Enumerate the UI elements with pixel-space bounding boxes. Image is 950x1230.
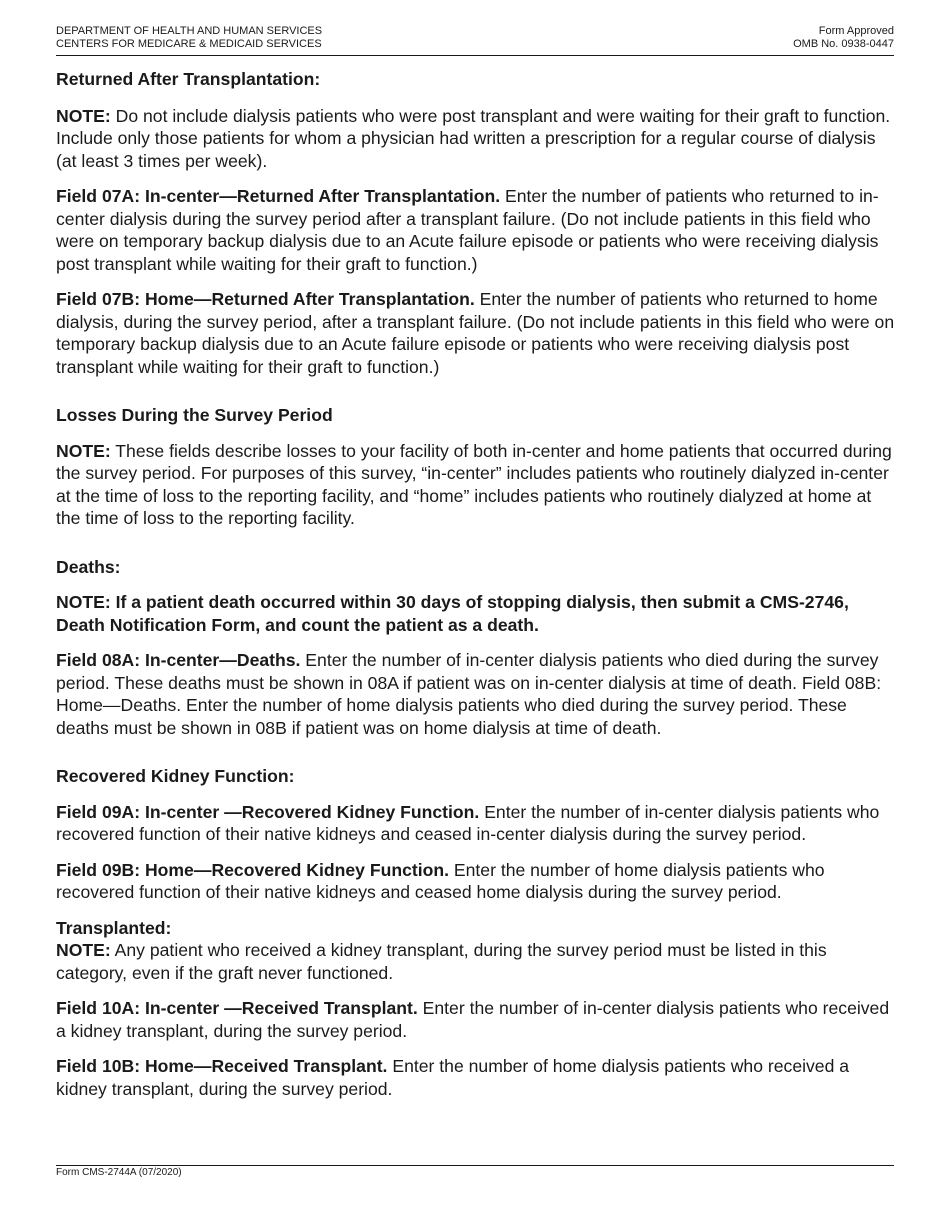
- field-08a: [56, 649, 896, 739]
- field-label: Field 10A: In-center —Received Transplant.: [56, 998, 418, 1018]
- field-text: Enter the number of patients who returned to home dialysis, during the survey period, after a transplant failure. (Do not include patients in this field who were on temporary backup dialysis due to an Acute failure episode or patients who were receiving dialysis post transplant while waiting for their graft to function.): [56, 289, 895, 377]
- note-label: NOTE:: [56, 105, 111, 126]
- field-10b: [56, 1055, 896, 1100]
- recovered-heading: Recovered Kidney Function:: [56, 766, 295, 786]
- form-id: Form CMS-2744A (07/2020): [56, 1167, 182, 1178]
- field-07b: [56, 288, 896, 378]
- field-09a: [56, 801, 896, 846]
- field-label: Field 09A: In-center —Recovered Kidney Function.: [56, 801, 480, 822]
- document-body: [56, 68, 896, 1100]
- transplanted-note: [56, 939, 896, 984]
- transplanted-heading: Transplanted:: [56, 917, 172, 938]
- deaths-heading: Deaths:: [56, 556, 121, 577]
- note-text: Do not include dialysis patients who were post transplant and were waiting for their graft to function. Include only those patients for whom a physician had written a prescription for a regular course of dialysis (at least 3 times per week).: [56, 105, 891, 171]
- field-label: Field 09B: Home—Recovered Kidney Function.: [56, 859, 449, 880]
- page-header: [56, 25, 894, 56]
- field-text: Enter the number of in-center dialysis patients who recovered function of their native kidneys and ceased in-center dialysis during the survey period.: [56, 801, 880, 844]
- field-text: Enter the number of home dialysis patients who recovered function of their native kidneys and ceased home dialysis during the survey period.: [56, 859, 825, 902]
- losses-heading: Losses During the Survey Period: [56, 405, 333, 425]
- agency-line-1: DEPARTMENT OF HEALTH AND HUMAN SERVICES: [56, 25, 323, 37]
- note-label: NOTE:: [56, 940, 111, 960]
- losses-note: [56, 440, 896, 530]
- agency-block: [56, 25, 322, 51]
- note-label: NOTE:: [56, 440, 111, 461]
- field-text: Enter the number of in-center dialysis patients who died during the survey period. These deaths must be shown in 08A if patient was on in-center dialysis at time of death. Field 08B: Home—Deaths. Enter the number of home dialysis patients who died during the survey period. These deaths must be shown in 08B if patient was on home dialysis at time of death.: [56, 650, 882, 738]
- returned-note: [56, 105, 896, 173]
- field-label: Field 07A: In-center—Returned After Transplantation.: [56, 186, 501, 206]
- note-text: Any patient who received a kidney transplant, during the survey period must be listed in this category, even if the graft never functioned.: [56, 940, 827, 983]
- field-10a: [56, 997, 896, 1042]
- field-label: Field 10B: Home—Received Transplant.: [56, 1056, 388, 1076]
- omb-number: OMB No. 0938-0447: [793, 38, 894, 50]
- note-text: These fields describe losses to your facility of both in-center and home patients that occurred during the survey period. For purposes of this survey, “in-center” includes patients who routinely dialyzed in-center at the time of loss to the reporting facility, and “home” includes patients who routinely dialyzed at home at the time of loss to the reporting facility.: [56, 440, 892, 528]
- field-09b: [56, 859, 896, 904]
- field-text: Enter the number of home dialysis patients who received a kidney transplant, during the survey period.: [56, 1056, 850, 1099]
- approval-block: [793, 25, 894, 51]
- footer-divider: [56, 1165, 894, 1166]
- field-label: Field 08A: In-center—Deaths.: [56, 650, 301, 670]
- approval-line-1: Form Approved: [818, 25, 894, 37]
- returned-heading: Returned After Transplantation:: [56, 69, 321, 89]
- deaths-note: NOTE: If a patient death occurred within 30 days of stopping dialysis, then submit a CMS-2746, Death Notification Form, and count the patient as a death.: [56, 592, 849, 635]
- field-text: Enter the number of patients who returned to in-center dialysis during the survey period after a transplant failure. (Do not include patients in this field who were on temporary backup dialysis due to an Acute failure episode or patients who were receiving dialysis post transplant while waiting for their graft to function.): [56, 186, 879, 274]
- field-07a: [56, 185, 896, 275]
- field-text: Enter the number of in-center dialysis patients who received a kidney transplant, during the survey period.: [56, 998, 890, 1041]
- field-label: Field 07B: Home—Returned After Transplantation.: [56, 289, 475, 309]
- agency-line-2: CENTERS FOR MEDICARE & MEDICAID SERVICES: [56, 38, 322, 50]
